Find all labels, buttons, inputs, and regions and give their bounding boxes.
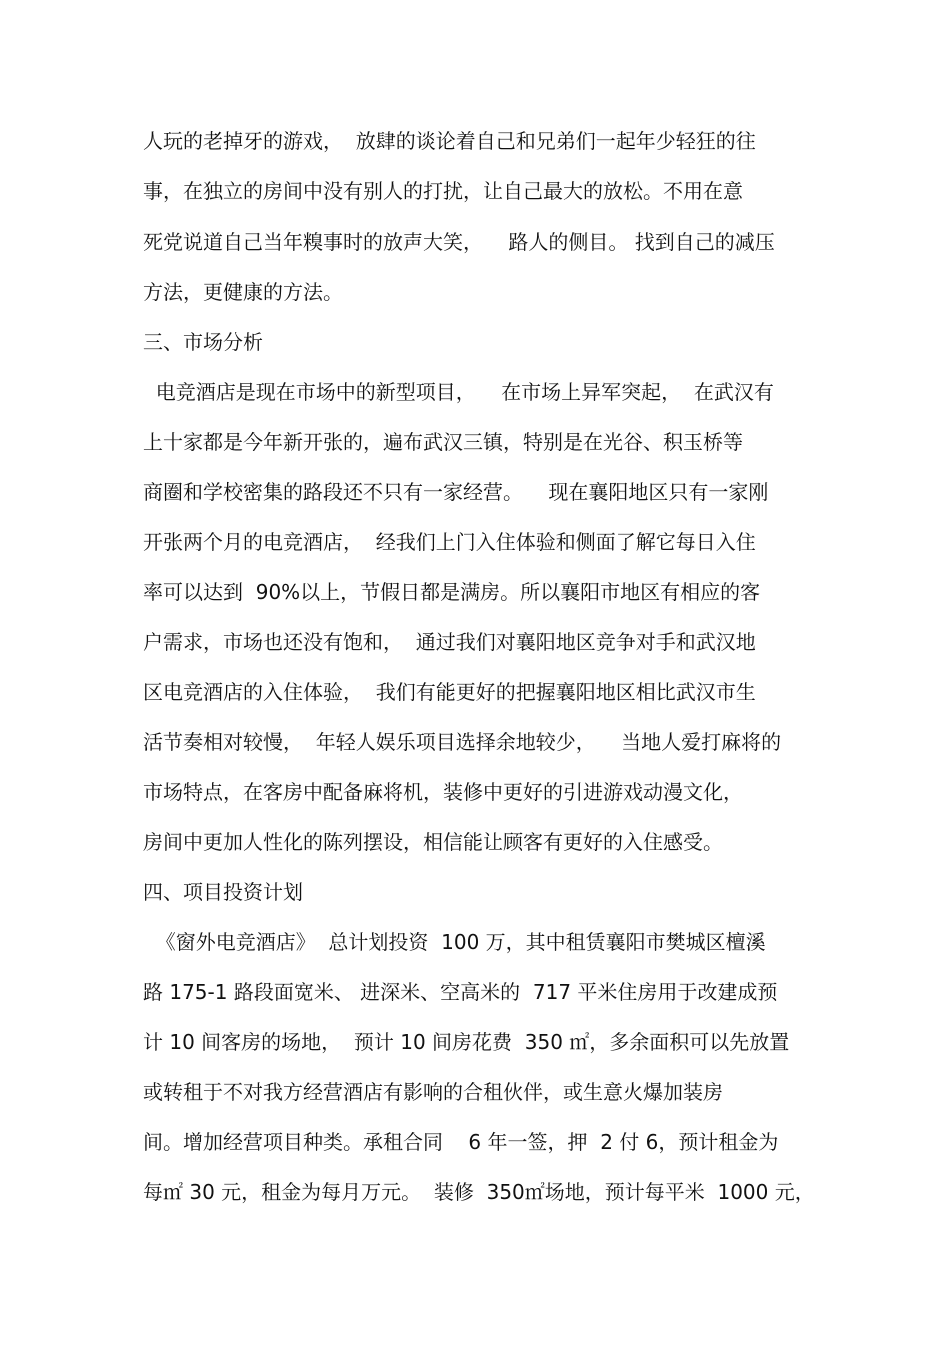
paragraph-line: 活节奏相对较慢， 年轻人娱乐项目选择余地较少， 当地人爱打麻将的 [143, 730, 782, 754]
section-heading: 三、市场分析 [143, 330, 263, 354]
paragraph-line: 死党说道自己当年糗事时的放声大笑， 路人的侧目。 找到自己的减压 [143, 230, 775, 254]
paragraph-line: 人玩的老掉牙的游戏， 放肆的谈论着自己和兄弟们一起年少轻狂的往 [143, 129, 756, 153]
paragraph-line: 户需求，市场也还没有饱和， 通过我们对襄阳地区竞争对手和武汉地 [143, 630, 756, 654]
paragraph-line: 电竞酒店是现在市场中的新型项目， 在市场上异军突起， 在武汉有 [143, 380, 774, 404]
paragraph-line: 商圈和学校密集的路段还不只有一家经营。 现在襄阳地区只有一家刚 [143, 480, 769, 504]
paragraph-line: 计 10 间客房的场地， 预计 10 间房花费 350 ㎡，多余面积可以先放置 [143, 1030, 790, 1054]
paragraph-line: 开张两个月的电竞酒店， 经我们上门入住体验和侧面了解它每日入住 [143, 530, 756, 554]
paragraph-line: 方法，更健康的方法。 [143, 280, 343, 304]
paragraph-line: 间。增加经营项目种类。承租合同 6 年一签，押 2 付 6，预计租金为 [143, 1130, 779, 1154]
paragraph-line: 每㎡ 30 元，租金为每月万元。 装修 350㎡场地，预计每平米 1000 元， [143, 1180, 815, 1204]
paragraph-line: 或转租于不对我方经营酒店有影响的合租伙伴，或生意火爆加装房 [143, 1080, 723, 1104]
paragraph-line: 上十家都是今年新开张的，遍布武汉三镇，特别是在光谷、积玉桥等 [143, 430, 743, 454]
section-heading: 四、项目投资计划 [143, 880, 303, 904]
paragraph-line: 路 175-1 路段面宽米、 进深米、空高米的 717 平米住房用于改建成预 [143, 980, 778, 1004]
paragraph-line: 率可以达到 90%以上，节假日都是满房。所以襄阳市地区有相应的客 [143, 580, 761, 604]
paragraph-line: 事，在独立的房间中没有别人的打扰，让自己最大的放松。不用在意 [143, 179, 743, 203]
paragraph-line: 《窗外电竞酒店》 总计划投资 100 万，其中租赁襄阳市樊城区檀溪 [143, 930, 766, 954]
paragraph-line: 区电竞酒店的入住体验， 我们有能更好的把握襄阳地区相比武汉市生 [143, 680, 756, 704]
paragraph-line: 市场特点，在客房中配备麻将机，装修中更好的引进游戏动漫文化， [143, 780, 743, 804]
paragraph-line: 房间中更加人性化的陈列摆设，相信能让顾客有更好的入住感受。 [143, 830, 723, 854]
